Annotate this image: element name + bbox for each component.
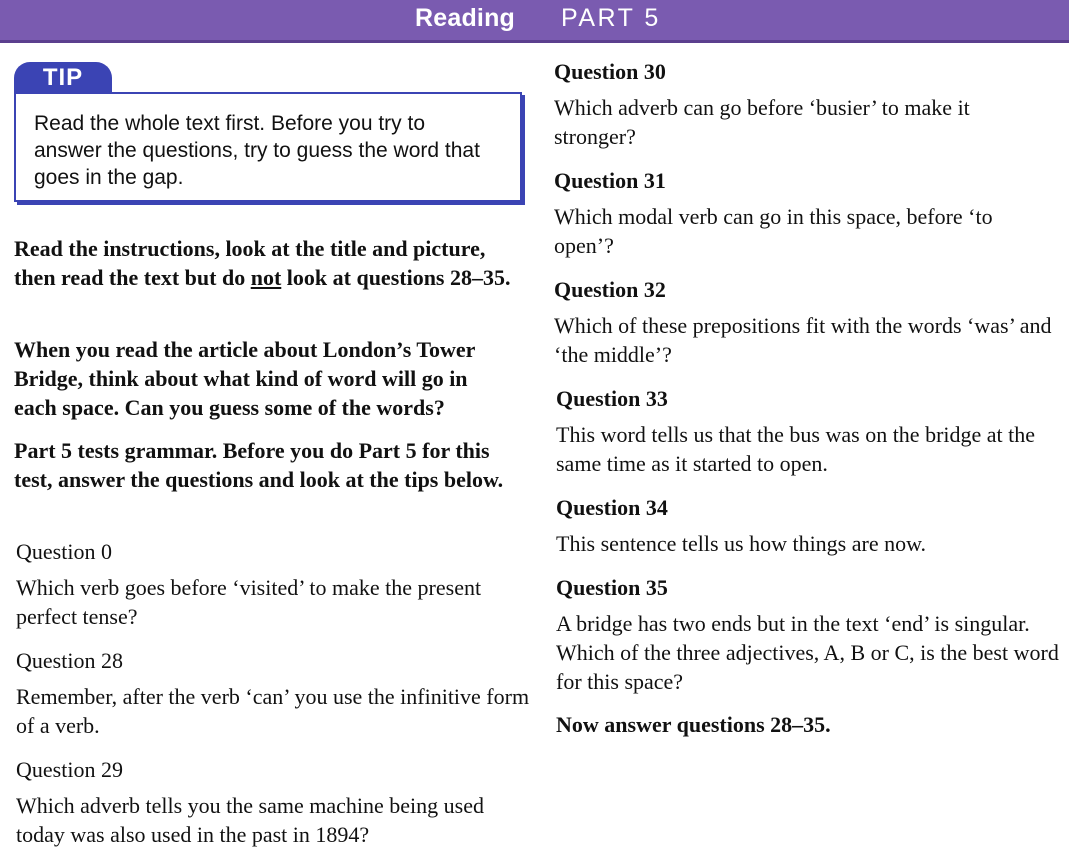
intro-paragraph-3: Part 5 tests grammar. Before you do Part 5 for this test, answer the questions and look at the tips below. [14, 438, 504, 492]
intro-paragraph-2: When you read the article about London’s Tower Bridge, think about what kind of word will go in each space. Can you guess some of the words? [14, 337, 476, 420]
page-header [0, 0, 1069, 43]
question-35-body: A bridge has two ends but in the text ‘end’ is singular. Which of the three adjectives, A, B or C, is the best word for this space? [556, 611, 1059, 694]
question-33-body: This word tells us that the bus was on the bridge at the same time as it started to open. [556, 422, 1036, 476]
closing-instruction: Now answer questions 28–35. [556, 712, 831, 737]
tip-label: TIP [42, 64, 84, 91]
tip-tab [14, 62, 112, 94]
tip-box [14, 92, 522, 202]
question-31-title: Question 31 [554, 168, 666, 193]
section-title: Reading [415, 4, 516, 32]
question-30-body: Which adverb can go before ‘busier’ to make it stronger? [554, 95, 970, 149]
question-34-body: This sentence tells us how things are now. [556, 531, 927, 556]
tip-text: Read the whole text first. Before you try to answer the questions, try to guess the word that goes in the gap. [34, 112, 480, 189]
intro-paragraph-1: Read the instructions, look at the title and picture, then read the text but do not look at questions 28–35. [14, 236, 511, 290]
question-28-body: Remember, after the verb ‘can’ you use the infinitive form of a verb. [16, 684, 530, 738]
question-32-body: Which of these prepositions fit with the words ‘was’ and ‘the middle’? [554, 313, 1052, 367]
emphasis-not: not [250, 265, 282, 290]
question-33-title: Question 33 [556, 386, 668, 411]
part-title: PART 5 [561, 4, 661, 32]
question-0-title: Question 0 [16, 539, 112, 564]
question-31-body: Which modal verb can go in this space, before ‘to open’? [554, 204, 993, 258]
question-29-body: Which adverb tells you the same machine being used today was also used in the past in 1894? [16, 793, 484, 847]
question-34-title: Question 34 [556, 495, 668, 520]
question-35-title: Question 35 [556, 575, 668, 600]
question-32-title: Question 32 [554, 277, 666, 302]
question-30-title: Question 30 [554, 59, 666, 84]
question-0-body: Which verb goes before ‘visited’ to make the present perfect tense? [16, 575, 482, 629]
question-28-title: Question 28 [16, 648, 123, 673]
question-29-title: Question 29 [16, 757, 123, 782]
